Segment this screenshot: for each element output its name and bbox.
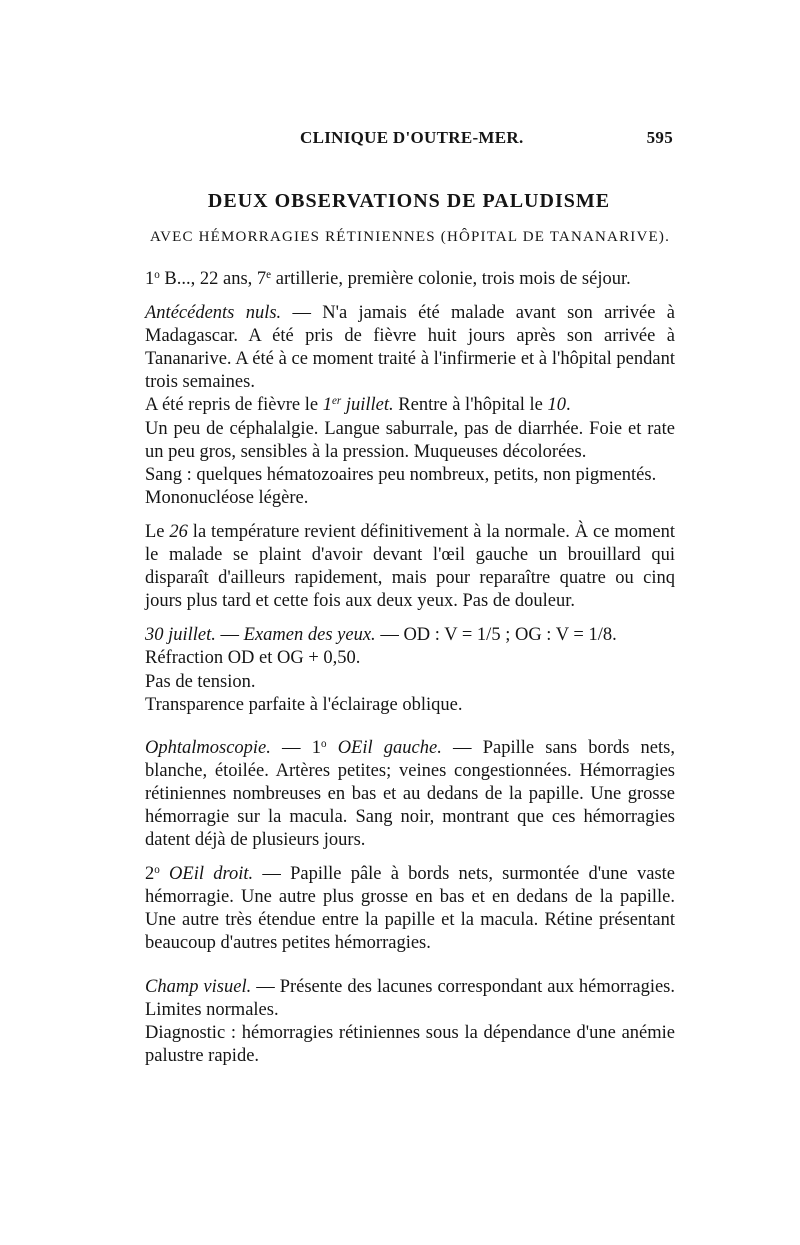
repris-date-2: 10 [547,395,567,416]
oeil-droit-paragraph [145,863,675,955]
champ-visuel-text: — Présente des lacunes correspondant aux hémorragies. Limites normales. [145,976,675,1020]
examen-date: 30 juillet. [145,625,216,646]
repris-date-1-day: 1 [322,395,332,416]
le-26-paragraph [145,521,675,613]
champ-visuel-label: Champ visuel. [145,976,252,997]
ophtalmoscopie-label: Ophtalmoscopie. [145,737,271,758]
mononucleose-paragraph: Mononucléose légère. [145,487,309,508]
ophtalmoscopie-number: 1 [311,737,321,758]
le26-day: 26 [169,521,188,542]
obs-intro-text: B..., 22 ans, 7 [159,269,267,289]
observation-1-intro [145,268,675,291]
repris-date-1-sup: er [331,395,342,408]
antecedents-paragraph [145,302,675,394]
oeil-droit-degree: o [154,864,160,877]
repris-text-c: . [566,395,571,416]
sang-paragraph: Sang : quelques hématozoaires peu nombreux, petits, non pigmentés. [145,464,657,485]
champ-visuel-paragraph [145,976,675,1022]
article-subheading: AVEC HÉMORRAGIES RÉTINIENNES (HÔPITAL DE TANANARIVE). [149,229,671,245]
transparence-paragraph: Transparence parfaite à l'éclairage oblique. [145,694,463,715]
ophtalmoscopie-degree: o [320,737,327,750]
examen-text: — OD : V = 1/5 ; OG : V = 1/8. [375,625,617,646]
repris-text-b: Rentre à l'hôpital le [393,395,548,416]
page-number: 595 [646,128,673,147]
examen-paragraph [145,624,675,647]
le26-text-b: la température revient définitivement à la normale. À ce moment le malade se plaint d'avoir devant l'œil gauche un brouillard qui disparaît d'ailleurs rapidement, mais pour reparaître quatre ou cinq jours plus tard et cette fois aux deux yeux. Pas de douleur. [145,521,675,612]
oeil-droit-label: OEil droit. [159,864,254,885]
examen-dash: — [215,625,244,646]
obs-ordinal: e [266,268,272,281]
running-head [145,128,673,152]
article-heading: DEUX OBSERVATIONS DE PALUDISME [207,190,611,212]
ophtalmoscopie-paragraph [145,737,675,852]
running-head-title: CLINIQUE D'OUTRE-MER. [300,128,524,147]
diagnostic-paragraph: Diagnostic : hémorragies rétiniennes sous la dépendance d'une anémie palustre rapide. [145,1022,675,1066]
refraction-paragraph: Réfraction OD et OG + 0,50. [145,648,361,669]
le26-text-a: Le [145,521,170,542]
antecedents-text: — N'a jamais été malade avant son arrivée à Madagascar. A été pris de fièvre huit jours après son arrivée à Tananarive. A été à ce moment traité à l'infirmerie et à l'hôpital pendant trois semaines. [145,303,675,393]
oeil-gauche-label: OEil gauche. [326,737,442,758]
obs-degree: o [154,268,160,281]
repris-date-1-month: juillet. [341,395,394,416]
symptoms-paragraph: Un peu de céphalalgie. Langue saburrale, pas de diarrhée. Foie et rate un peu gros, sensibles à la pression. Muqueuses décolorées. [145,418,675,462]
obs-intro-tail: artillerie, première colonie, trois mois de séjour. [271,269,631,289]
oeil-droit-number: 2 [145,864,155,885]
repris-text-a: A été repris de fièvre le [145,395,323,416]
repris-paragraph [145,394,675,417]
ophtalmoscopie-text: — Papille sans bords nets, blanche, étoilée. Artères petites; veines congestionnées. Hémorragies rétiniennes nombreuses en bas et au dedans de la papille. Une grosse hémorragie sur la macula. Sang noir, montrant que ces hémorragies datent déjà de plusieurs jours. [145,737,675,851]
oeil-droit-text: — Papille pâle à bords nets, surmontée d'une vaste hémorragie. Une autre plus grosse en bas et en dedans de la papille. Une autre très étendue entre la papille et la macula. Rétine présentant beaucoup d'autres petites hémorragies. [145,864,676,954]
examen-label: Examen des yeux. [243,625,376,646]
antecedents-label: Antécédents nuls. [145,303,282,324]
ophtalmoscopie-dash: — [270,737,312,758]
obs-number: 1 [145,269,155,289]
article-body [145,268,675,1068]
tension-paragraph: Pas de tension. [145,671,256,692]
repris-date-1 [323,395,394,415]
